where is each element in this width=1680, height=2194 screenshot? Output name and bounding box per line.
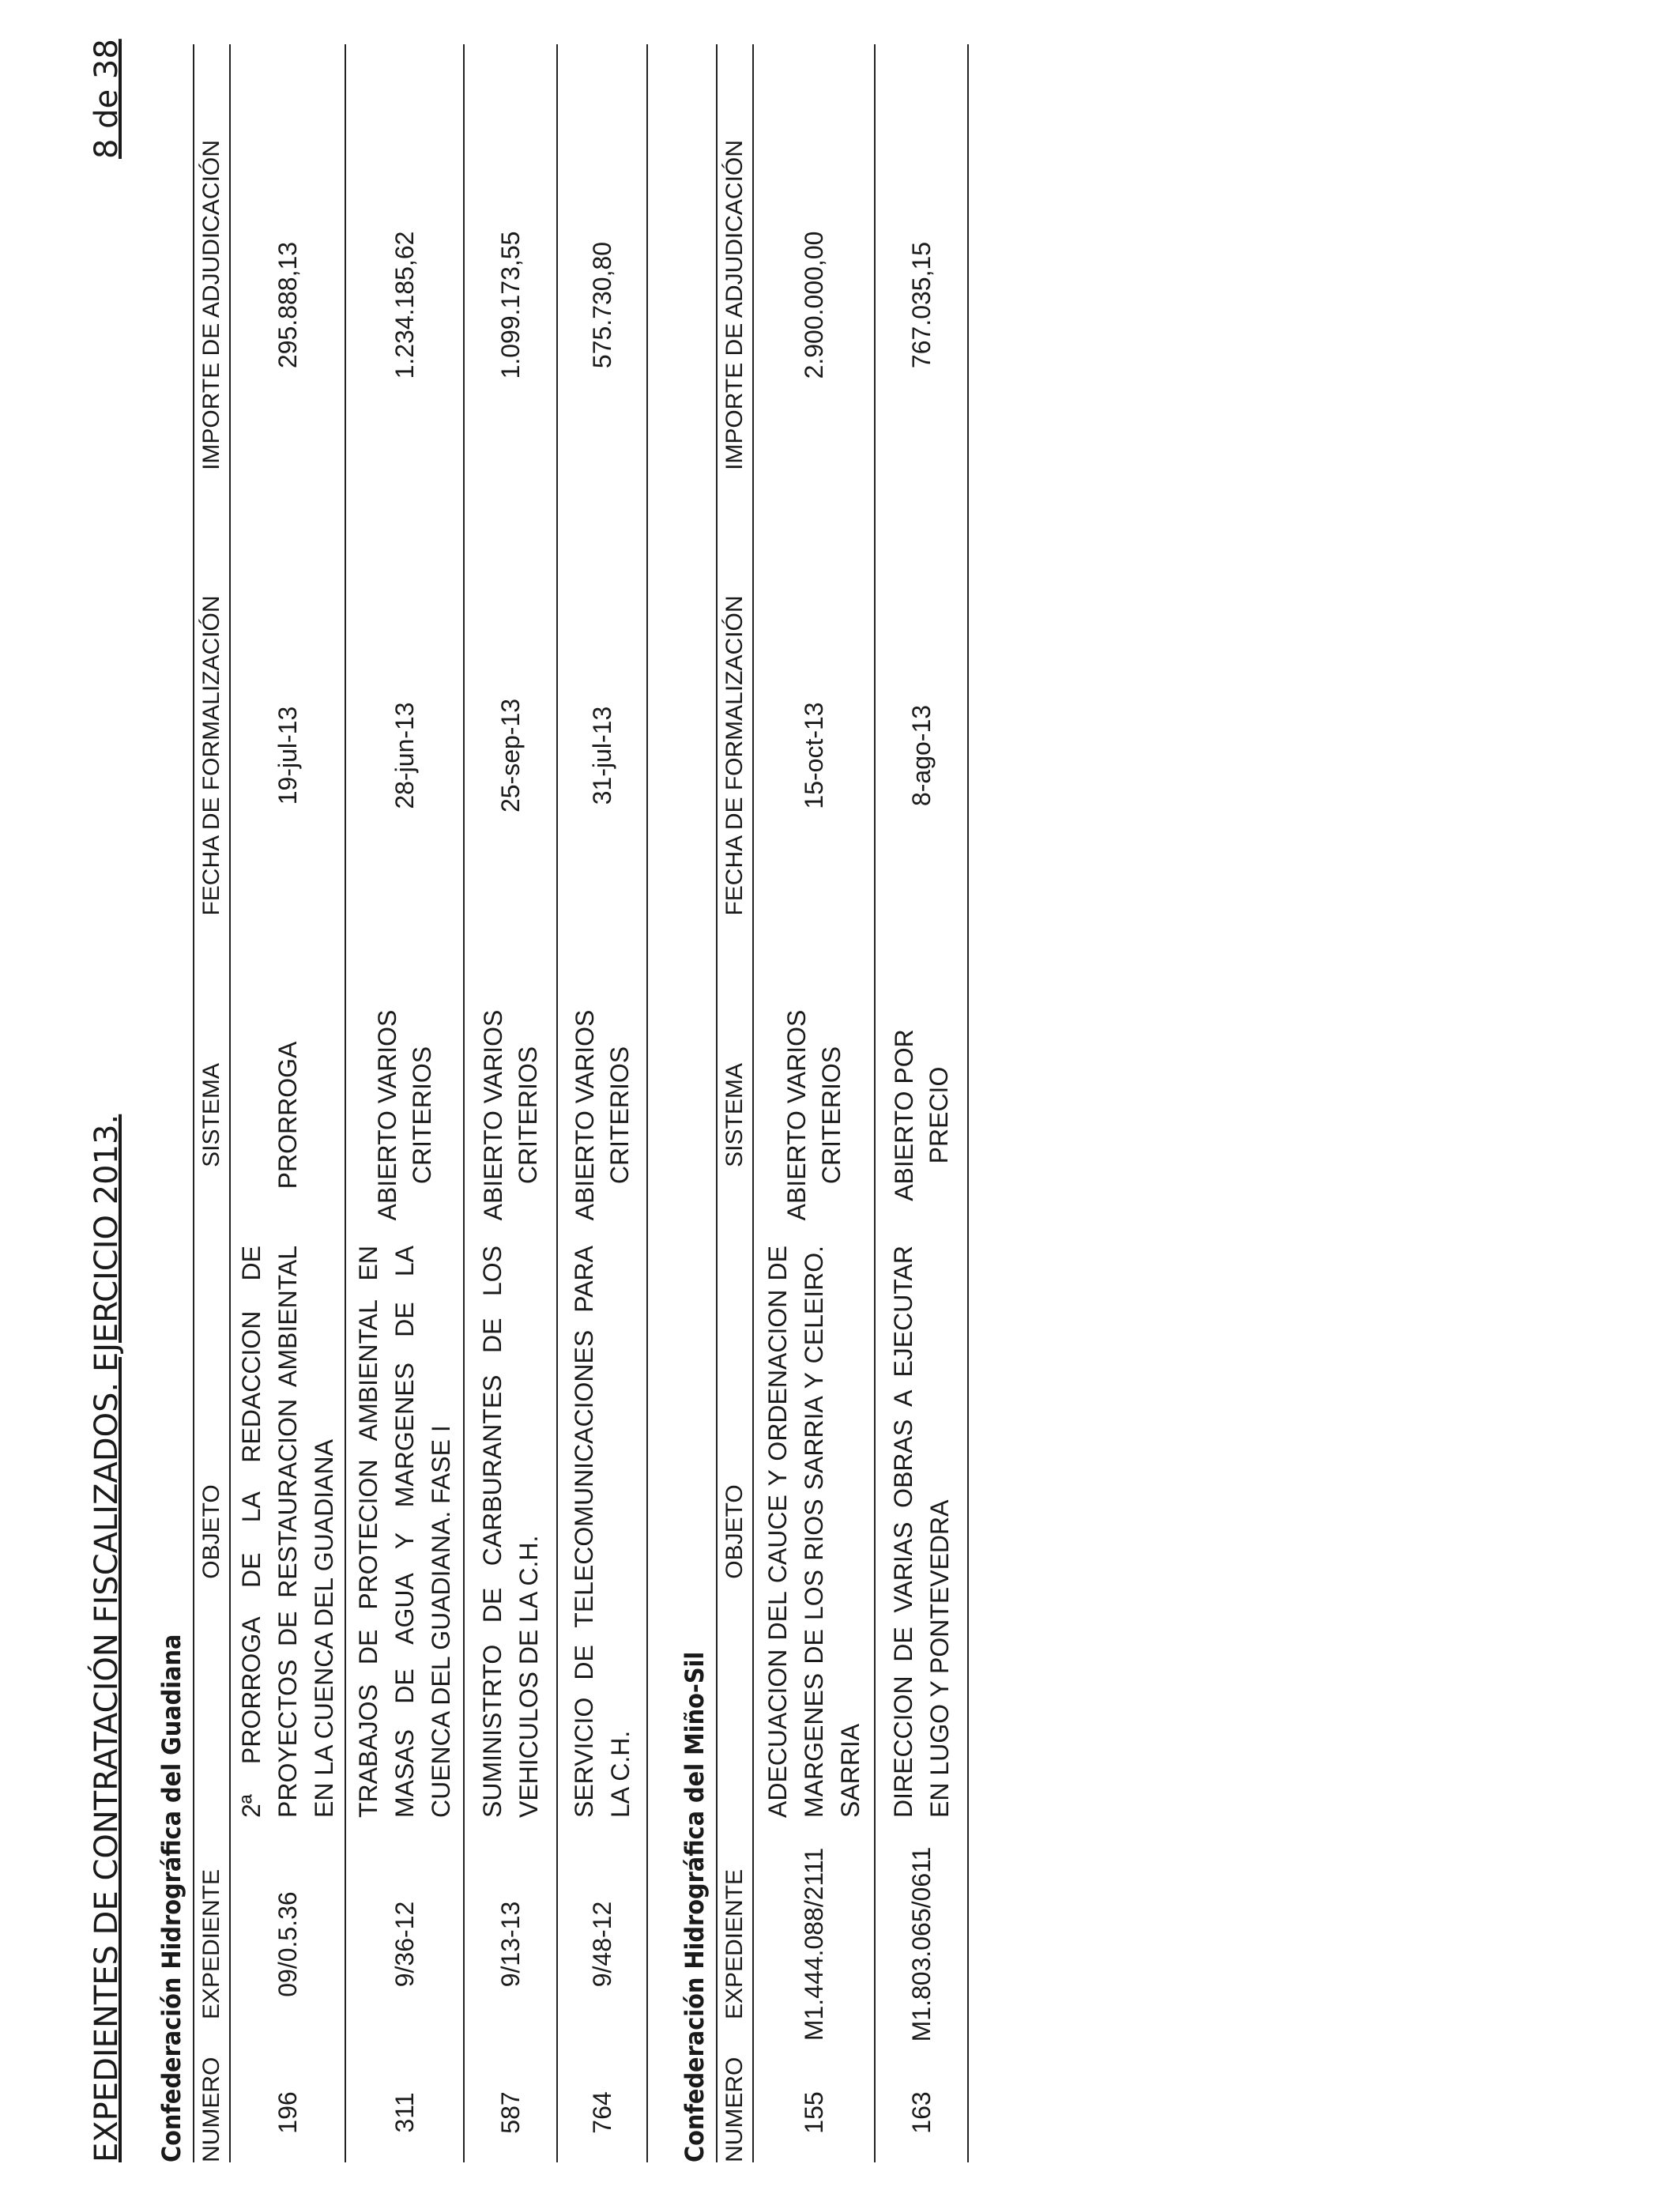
col-header-expediente: EXPEDIENTE: [198, 1868, 224, 2020]
cell-expediente: M1.803.065/0611: [906, 1846, 936, 2042]
section-title-mino-sil: Confederación Hidrográfica del Miño-Sil: [680, 1651, 710, 2162]
cell-numero: 196: [273, 2091, 302, 2134]
col-header-fecha: FECHA DE FORMALIZACIÓN: [198, 595, 224, 916]
table-row: [346, 44, 465, 2162]
col-header-objeto: OBJETO: [198, 1484, 224, 1579]
cell-importe: 2.900.000,00: [799, 231, 828, 379]
col-header-sistema: SISTEMA: [721, 1063, 748, 1167]
cell-expediente: 9/48-12: [587, 1901, 616, 1988]
table-row: [231, 44, 346, 2162]
cell-objeto: DIRECCION DE VARIAS OBRAS A EJECUTAR EN LUGO Y PONTEVEDRA: [889, 1246, 954, 1818]
cell-fecha: 25-sep-13: [495, 698, 525, 813]
cell-sistema: ABIERTO VARIOS CRITERIOS: [782, 1009, 846, 1221]
cell-fecha: 19-jul-13: [273, 706, 302, 805]
table-row: [465, 44, 558, 2162]
cell-fecha: 15-oct-13: [799, 702, 828, 809]
cell-expediente: 9/36-12: [390, 1901, 419, 1988]
cell-numero: 163: [906, 2091, 936, 2134]
cell-sistema: ABIERTO VARIOS CRITERIOS: [479, 1009, 542, 1221]
table-row: [558, 44, 648, 2162]
col-header-importe: IMPORTE DE ADJUDICACIÓN: [198, 140, 224, 470]
col-header-importe: IMPORTE DE ADJUDICACIÓN: [721, 140, 748, 470]
table-mino-sil: [716, 44, 969, 2162]
col-header-numero: NUMERO: [198, 2056, 224, 2162]
cell-objeto: SERVICIO DE TELECOMUNICACIONES PARA LA C.H.: [570, 1246, 635, 1818]
cell-importe: 295.888,13: [273, 241, 302, 369]
table-row: [876, 44, 969, 2162]
col-header-fecha: FECHA DE FORMALIZACIÓN: [721, 595, 748, 916]
cell-objeto: 2ª PRORROGA DE LA REDACCION DE PROYECTOS DE RESTAURACION AMBIENTAL EN LA CUENCA DEL GUADIANA: [237, 1246, 338, 1818]
col-header-objeto: OBJETO: [721, 1484, 748, 1579]
col-header-expediente: EXPEDIENTE: [721, 1868, 748, 2020]
cell-sistema: PRORROGA: [273, 1041, 302, 1189]
document-title: EXPEDIENTES DE CONTRATACIÓN FISCALIZADOS. EJERCICIO 2013.: [89, 1114, 125, 2162]
cell-objeto: ADECUACION DEL CAUCE Y ORDENACION DE MARGENES DE LOS RIOS SARRIA Y CELEIRO. SARRIA: [763, 1246, 864, 1818]
table-guadiana: [193, 44, 648, 2162]
cell-numero: 764: [587, 2091, 616, 2134]
cell-sistema: ABIERTO VARIOS CRITERIOS: [571, 1009, 634, 1221]
cell-sistema: ABIERTO POR PRECIO: [890, 1029, 953, 1201]
cell-expediente: M1.444.088/2111: [799, 1847, 828, 2041]
cell-importe: 575.730,80: [587, 241, 616, 369]
cell-fecha: 28-jun-13: [390, 702, 419, 809]
cell-numero: 155: [799, 2091, 828, 2134]
cell-numero: 311: [390, 2092, 419, 2133]
cell-objeto: SUMINISTRTO DE CARBURANTES DE LOS VEHICULOS DE LA C.H.: [478, 1246, 543, 1818]
cell-importe: 1.099.173,55: [495, 231, 525, 379]
cell-fecha: 8-ago-13: [906, 704, 936, 807]
section-title-guadiana: Confederación Hidrográfica del Guadiana: [156, 1634, 186, 2162]
cell-numero: 587: [495, 2091, 525, 2134]
cell-fecha: 31-jul-13: [587, 706, 616, 805]
cell-sistema: ABIERTO VARIOS CRITERIOS: [373, 1009, 436, 1221]
cell-expediente: 09/0.5.36: [273, 1891, 302, 1997]
col-header-sistema: SISTEMA: [198, 1063, 224, 1167]
table-header: [193, 44, 231, 2162]
table-header: [716, 44, 754, 2162]
cell-importe: 1.234.185,62: [390, 231, 419, 379]
cell-objeto: TRABAJOS DE PROTECION AMBIENTAL EN MASAS DE AGUA Y MARGENES DE LA CUENCA DEL GUADIANA. FASE I: [354, 1246, 455, 1818]
page-number: 8 de 38: [89, 39, 125, 159]
table-row: [754, 44, 876, 2162]
cell-importe: 767.035,15: [906, 241, 936, 369]
cell-expediente: 9/13-13: [495, 1901, 525, 1988]
col-header-numero: NUMERO: [721, 2056, 748, 2162]
